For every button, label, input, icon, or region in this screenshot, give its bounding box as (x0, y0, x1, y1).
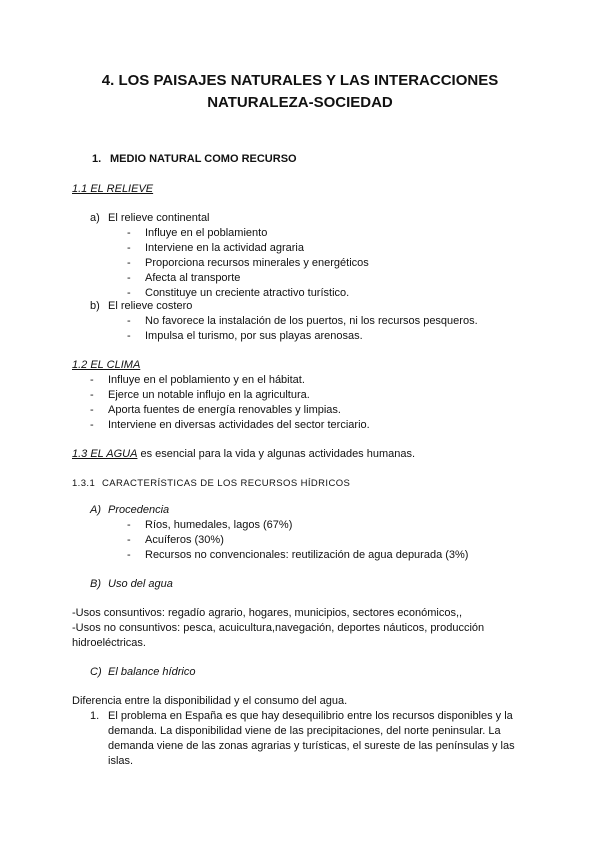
list-marker-b: b) (90, 300, 100, 312)
agua-intro: es esencial para la vida y algunas actividades humanas. (137, 448, 416, 460)
list-item: Constituye un creciente atractivo turístico. (145, 287, 350, 299)
bullet-dash: - (127, 315, 131, 327)
bullet-dash: - (127, 549, 131, 561)
agua-paragraph (72, 447, 415, 461)
numbered-marker: 1. (90, 710, 100, 722)
section-number: 1. (92, 153, 102, 165)
list-item: Proporciona recursos minerales y energéticos (145, 257, 369, 269)
bullet-dash: - (127, 272, 131, 284)
section-heading: MEDIO NATURAL COMO RECURSO (110, 153, 297, 165)
bullet-dash: - (127, 330, 131, 342)
page-title-line-2: NATURALEZA-SOCIEDAD (207, 94, 393, 111)
bullet-dash: - (90, 404, 94, 416)
clima-heading: 1.2 EL CLIMA (72, 359, 141, 371)
bullet-dash: - (127, 242, 131, 254)
bullet-dash: - (127, 257, 131, 269)
bullet-dash: - (127, 519, 131, 531)
list-marker-B: B) (90, 578, 101, 590)
agua-heading: 1.3 EL AGUA (72, 448, 138, 460)
paragraph-line: islas. (108, 755, 134, 767)
relieve-continental-label: El relieve continental (108, 212, 210, 224)
uso-agua-label: Uso del agua (108, 578, 173, 590)
bullet-dash: - (127, 227, 131, 239)
bullet-dash: - (127, 534, 131, 546)
bullet-dash: - (127, 287, 131, 299)
list-item: No favorece la instalación de los puertos, ni los recursos pesqueros. (145, 315, 478, 327)
usos-consuntivos: -Usos consuntivos: regadío agrario, hogares, municipios, sectores económicos,, (72, 607, 463, 619)
list-item: Acuíferos (30%) (145, 534, 224, 546)
usos-no-consuntivos-cont: hidroeléctricas. (72, 637, 146, 649)
usos-no-consuntivos: -Usos no consuntivos: pesca, acuicultura,navegación, deportes náuticos, producción (72, 622, 485, 634)
paragraph-line: demanda. La disponibilidad viene de las precipitaciones, del norte peninsular. La (108, 725, 501, 737)
list-item: Ríos, humedales, lagos (67%) (145, 519, 293, 531)
list-item: Ejerce un notable influjo en la agricultura. (108, 389, 310, 401)
subsection-heading: CARACTERÍSTICAS DE LOS RECURSOS HÍDRICOS (102, 478, 351, 489)
paragraph-line: El problema en España es que hay desequilibrio entre los recursos disponibles y la (108, 710, 513, 722)
relieve-heading: 1.1 EL RELIEVE (72, 183, 154, 195)
list-item: Interviene en diversas actividades del sector terciario. (108, 419, 370, 431)
list-item: Influye en el poblamiento y en el hábitat. (108, 374, 305, 386)
procedencia-label: Procedencia (108, 504, 170, 516)
list-item: Impulsa el turismo, por sus playas arenosas. (145, 330, 363, 342)
balance-intro: Diferencia entre la disponibilidad y el consumo del agua. (72, 695, 348, 707)
list-item: Aporta fuentes de energía renovables y limpias. (108, 404, 341, 416)
balance-hidrico-label: El balance hídrico (108, 666, 196, 678)
list-marker-A: A) (90, 504, 101, 516)
page-title-line-1: 4. LOS PAISAJES NATURALES Y LAS INTERACCIONES (101, 72, 499, 89)
list-marker-C: C) (90, 666, 102, 678)
list-item: Interviene en la actividad agraria (145, 242, 304, 254)
paragraph-line: demanda viene de las zonas agrarias y turísticas, el sureste de las penínsulas y las (108, 740, 515, 752)
list-item: Afecta al transporte (145, 272, 241, 284)
bullet-dash: - (90, 389, 94, 401)
bullet-dash: - (90, 419, 94, 431)
relieve-costero-label: El relieve costero (108, 300, 193, 312)
list-marker-a: a) (90, 212, 100, 224)
list-item: Influye en el poblamiento (145, 227, 268, 239)
list-item: Recursos no convencionales: reutilización de agua depurada (3%) (145, 549, 469, 561)
subsection-number: 1.3.1 (72, 478, 96, 489)
bullet-dash: - (90, 374, 94, 386)
